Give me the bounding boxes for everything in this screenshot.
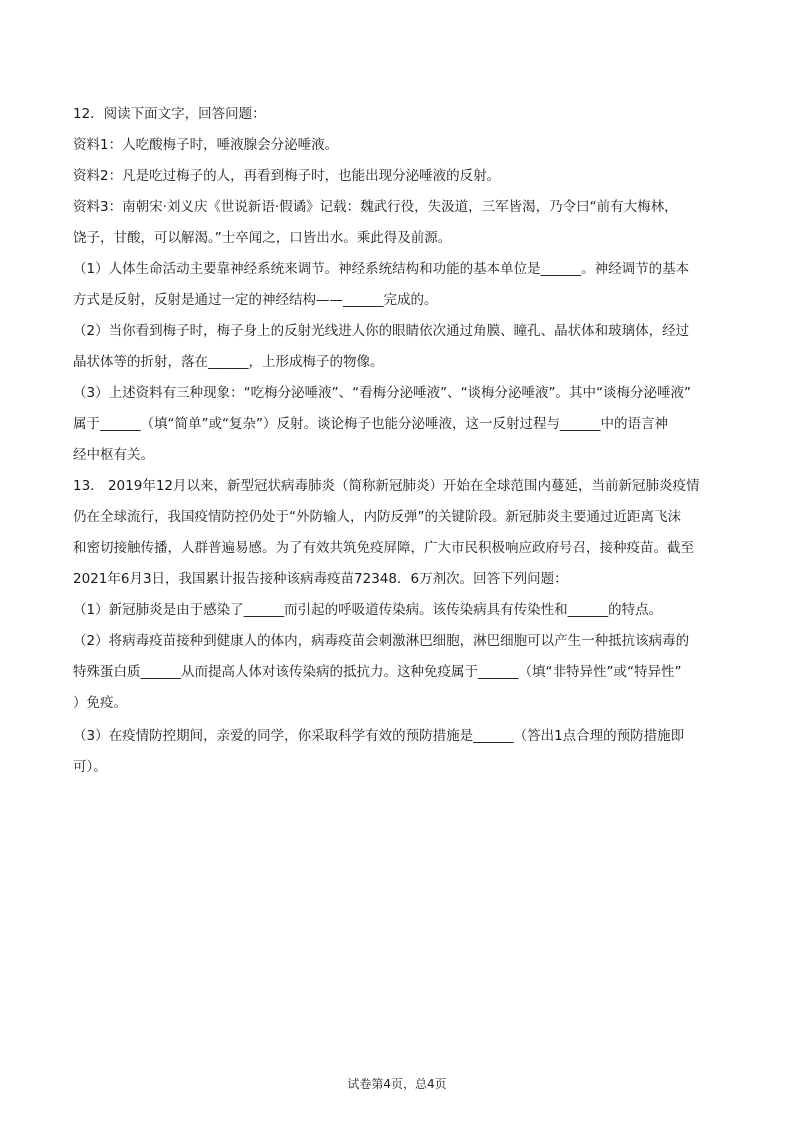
page-footer: 试卷第4页，总4页 xyxy=(347,1077,447,1091)
q13-paragraph-line-4: 2021年6月3日，我国累计报告接种该病毒疫苗72348．6万剂次。回答下列问题： xyxy=(73,571,568,587)
q13-sub1: （1）新冠肺炎是由于感染了______而引起的呼吸道传染病。该传染病具有传染性和______的特点。 xyxy=(73,602,663,618)
q12-material-2: 资料2：凡是吃过梅子的人，再看到梅子时，也能出现分泌唾液的反射。 xyxy=(73,168,501,184)
q13-sub2-line-3: ）免疫。 xyxy=(73,695,127,711)
q13-paragraph-line-3: 和密切接触传播，人群普遍易感。为了有效共筑免疫屏障，广大市民积极响应政府号召，接种疫苗。截至 xyxy=(73,540,694,556)
q12-material-3-line-2: 饶子，甘酸，可以解渴。”士卒闻之，口皆出水。乘此得及前源。 xyxy=(73,230,452,246)
q12-material-1: 资料1：人吃酸梅子时，唾液腺会分泌唾液。 xyxy=(73,137,339,153)
q12-sub1-line-2: 方式是反射，反射是通过一定的神经结构——______完成的。 xyxy=(73,292,438,308)
q12-sub2-line-2: 晶状体等的折射，落在______，上形成梅子的物像。 xyxy=(73,354,384,370)
q13-sub3-line-2: 可）。 xyxy=(73,759,107,775)
q13-sub2-line-2: 特殊蛋白质______从而提高人体对该传染病的抵抗力。这种免疫属于______（填“非特异性”或“特异性” xyxy=(73,664,682,680)
q13-paragraph-line-2: 仍在全球流行，我国疫情防控仍处于“外防输人，内防反弹”的关键阶段。新冠肺炎主要通过近距离飞沫 xyxy=(73,509,681,525)
q12-sub3-line-1: （3）上述资料有三种现象：“吃梅分泌唾液”、“看梅分泌唾液”、“谈梅分泌唾液”。其中“谈梅分泌唾液” xyxy=(73,385,692,401)
q13-sub2-line-1: （2）将病毒疫苗接种到健康人的体内，病毒疫苗会刺激淋巴细胞，淋巴细胞可以产生一种抵抗该病毒的 xyxy=(73,633,690,649)
q12-title: 12．阅读下面文字，回答问题： xyxy=(73,106,266,122)
q13-sub3-line-1: （3）在疫情防控期间，亲爱的同学，你采取科学有效的预防措施是______（答出1点合理的预防措施即 xyxy=(73,728,685,744)
q12-material-3-line-1: 资料3：南朝宋·刘义庆《世说新语·假谲》记载：魏武行役，失汲道，三军皆渴，乃令曰“前有大梅林， xyxy=(73,199,678,215)
q13-paragraph-line-1: 13． 2019年12月以来，新型冠状病毒肺炎（简称新冠肺炎）开始在全球范围内蔓延，当前新冠肺炎疫情 xyxy=(73,478,700,494)
q12-sub2-line-1: （2）当你看到梅子时，梅子身上的反射光线进人你的眼睛依次通过角膜、瞳孔、晶状体和玻璃体，经过 xyxy=(73,323,690,339)
q12-sub1-line-1: （1）人体生命活动主要靠神经系统来调节。神经系统结构和功能的基本单位是______。神经调节的基本 xyxy=(73,261,690,277)
q12-sub3-line-3: 经中枢有关。 xyxy=(73,447,154,463)
q12-sub3-line-2: 属于______（填“简单”或“复杂”）反射。谈论梅子也能分泌唾液，这一反射过程与______中的语言神 xyxy=(73,416,668,432)
